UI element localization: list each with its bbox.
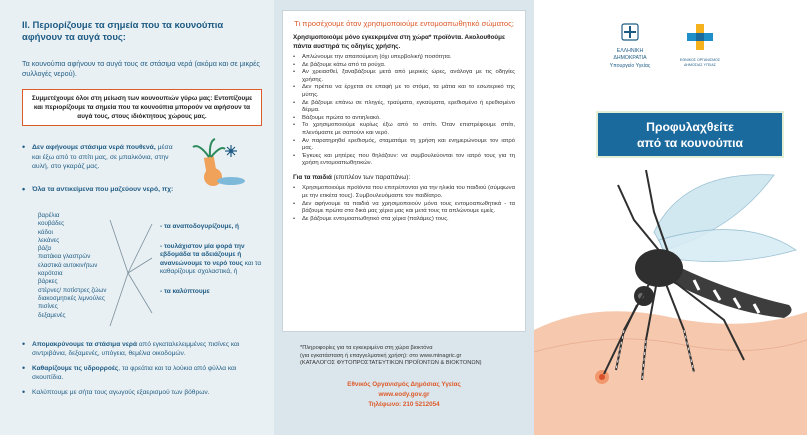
- repellent-item: • Βάζουμε πρώτα το αντιηλιακό.: [293, 115, 515, 123]
- intro-text: Τα κουνούπια αφήνουν τα αυγά τους σε στάσιμα νερά (ακόμα και σε μικρές συλλογές νερού).: [22, 59, 260, 78]
- greek-emblem-icon: [621, 23, 639, 41]
- repellent-item: • Δε βάζουμε επάνω σε πληγές, τραύματα, εγκαύματα, ερεθισμένο ή ερεθισμένο δέρμα.: [293, 100, 515, 115]
- bottom-bullet: [22, 364, 262, 382]
- repellent-item: • Απλώνουμε την απαιτούμενη (όχι υπερβολική) ποσότητα.: [293, 54, 515, 62]
- bullet-no-standing-water: [22, 143, 182, 172]
- repellent-item: • Έγκυες και μητέρες που θηλάζουν: να συμβουλεύονται τον ιατρό τους για τη χρήση εντομοαπωθητικών.: [293, 153, 515, 168]
- bottom-bullet: [22, 388, 262, 397]
- repellent-item: • Το χρησιμοποιούμε κυρίως έξω από το σπίτι. Όταν επιστρέφουμε σπίτι, πλενόμαστε με σαπούνι και νερό.: [293, 122, 515, 137]
- org-website[interactable]: www.eody.gov.gr: [378, 390, 430, 398]
- leaflet-title: [596, 111, 784, 158]
- kids-list: [293, 185, 515, 223]
- middle-panel: [274, 0, 534, 435]
- action-empty: [160, 243, 268, 277]
- bracket-lines: [108, 218, 153, 328]
- action-list: [160, 223, 268, 296]
- footnote-line: (για εγκατάσταση ή επαγγελματική χρήση): στο www.minagric.gr: [300, 352, 462, 359]
- mosquito-illustration: [534, 0, 807, 435]
- hellenic-republic-logo: [600, 23, 660, 70]
- action-cover: - τα καλύπτουμε: [160, 287, 210, 295]
- title-line1: Προφυλαχθείτε: [646, 120, 734, 134]
- eody-logo: [677, 22, 723, 67]
- logo1-line2: Υπουργείο Υγείας: [609, 63, 651, 69]
- kids-note: (επιπλέον των παραπάνω):: [331, 173, 411, 181]
- bottom-bullet-rest: , τα φρεάτια και τα λούκια από φύλλα και σκουπίδια.: [32, 365, 237, 381]
- kids-item: • Δε βάζουμε εντομοαπωθητικό στα χέρια (παλάμες) τους.: [293, 216, 515, 224]
- container-item: διακοσμητικές λιμνούλες: [38, 294, 105, 302]
- logo2-text: ΕΘΝΙΚΟΣ ΟΡΓΑΝΙΣΜΟΣ ΔΗΜΟΣΙΑΣ ΥΓΕΙΑΣ: [679, 58, 721, 67]
- repellent-item: • Αν παρατηρηθεί ερεθισμός, σταματάμε τη χρήση και ενημερώνουμε τον ιατρό μας.: [293, 138, 515, 153]
- container-item: κάδοι: [38, 228, 53, 236]
- bottom-bullet-strong: Απομακρύνουμε τα στάσιμα νερά: [32, 341, 138, 348]
- bottom-bullets: [22, 340, 262, 403]
- container-item: δεξαμενές: [38, 311, 66, 319]
- container-item: βάζα: [38, 245, 52, 253]
- kids-heading: [293, 174, 515, 183]
- action-flip: - τα αναποδογυρίζουμε, ή: [160, 223, 240, 230]
- repellent-title: Τι προσέχουμε όταν χρησιμοποιούμε εντομοαπωθητικό σώματος;: [294, 19, 514, 28]
- container-item: λεκάνες: [38, 236, 60, 244]
- repellent-item: • Δε βάζουμε κάτω από τα ρούχα.: [293, 62, 515, 70]
- title-line2: από τα κουνούπια: [636, 136, 744, 150]
- bullet1-strong: Δεν αφήνουμε στάσιμα νερά πουθενά,: [32, 144, 156, 151]
- action-empty-rest: και τα καθαρίζουμε σχολαστικά, ή: [160, 259, 262, 275]
- footnote-line: *Πληροφορίες για τα εγκεκριμένα στη χώρα βιοκτόνα: [300, 345, 433, 351]
- organization-info: [282, 380, 526, 410]
- footnote: [282, 345, 526, 368]
- container-item: πισίνες: [38, 303, 58, 311]
- kids-item: • Δεν αφήνουμε τα παιδιά να χρησιμοποιούν μόνα τους εντομοαπωθητικά - τα βάζουμε πρώτα στα δικά μας χέρια μας και μετά τους τα απλώνουμε εμείς.: [293, 201, 515, 216]
- kids-title: Για τα παιδιά: [293, 173, 332, 181]
- bottom-bullet-strong: Καθαρίζουμε τις υδρορροές: [32, 365, 119, 372]
- action-empty-strong: - τουλάχιστον μία φορά την εβδομάδα τα αδειάζουμε ή ανανεώνουμε το νερό τους: [160, 242, 245, 267]
- bottom-bullet: [22, 340, 262, 358]
- repellent-item: • Δεν πρέπει να έρχεται σε επαφή με το στόμα, τα μάτια και το εσωτερικό της μύτης.: [293, 84, 515, 99]
- repellent-item: • Αν χρειασθεί, ξαναβάζουμε μετά από μερικές ώρες, ανάλογα με τις οδηγίες χρήσης.: [293, 69, 515, 84]
- container-item: βάρκες: [38, 278, 58, 286]
- repellent-list: [293, 54, 515, 168]
- org-phone: Τηλέφωνο: 210 5212054: [368, 400, 440, 408]
- right-panel: [534, 0, 807, 435]
- bullet-containers: • Όλα τα αντικείμενα που μαζεύουν νερό, πχ:: [22, 185, 262, 195]
- section-title: ΙΙ. Περιορίζουμε τα σημεία που τα κουνούπια αφήνουν τα αυγά τους:: [22, 20, 224, 43]
- bottom-bullet-rest: από εγκαταλελειμμένες πισίνες και σιντριβάνια, δεξαμενές, υπόγεια, θεμέλια οικοδομών.: [32, 341, 240, 357]
- footnote-line: (ΚΑΤΑΛΟΓΟΣ ΦΥΤΟΠΡΟΣΤΑΤΕΥΤΙΚΩΝ ΠΡΟΪΟΝΤΩΝ & ΒΙΟΚΤΟΝΩΝ): [300, 360, 482, 367]
- container-item: ελαστικά αυτοκινήτων: [38, 261, 98, 269]
- repellent-lead: Χρησιμοποιούμε μόνο εγκεκριμένα στη χώρα* προϊόντα. Ακολουθούμε πάντα αυστηρά τις οδηγίες χρήσης.: [293, 34, 505, 50]
- repellent-box: [282, 10, 526, 332]
- container-item: πιατάκια γλαστρών: [38, 253, 91, 261]
- bullet1-rest: μέσα και έξω από το σπίτι μας, σε μπαλκόνια, στην αυλή, στο γκαράζ μας.: [32, 144, 173, 170]
- callout-box: Συμμετέχουμε όλοι στη μείωση των κουνουπιών γύρω μας: Εντοπίζουμε και περιορίζουμε τα σημεία που τα κουνούπια μπορούν να αφήσουν τα αυγά τους, στους ιδιόκτητους χώρους μας.: [22, 89, 262, 126]
- bottom-bullet-rest: Καλύπτουμε με σήτα τους αγωγούς εξαερισμού των βόθρων.: [32, 389, 210, 396]
- eody-cross-icon: [683, 22, 717, 52]
- flowerpot-icon: [185, 137, 255, 189]
- container-item: βαρέλια: [38, 212, 60, 219]
- container-item: καρότσια: [38, 270, 63, 278]
- container-item: στέρνες/ ποτίστρες ζώων: [38, 286, 107, 294]
- logo1-line1: ΕΛΛΗΝΙΚΗ ΔΗΜΟΚΡΑΤΙΑ: [613, 48, 647, 61]
- container-item: κουβάδες: [38, 220, 65, 228]
- org-name: Εθνικός Οργανισμός Δημόσιας Υγείας: [347, 380, 461, 388]
- kids-item: • Χρησιμοποιούμε προϊόντα που επιτρέπονται για την ηλικία του παιδιού (σύμφωνα με την ετικέτα τους). Συμβουλευόμαστε τον παιδίατρο.: [293, 185, 515, 200]
